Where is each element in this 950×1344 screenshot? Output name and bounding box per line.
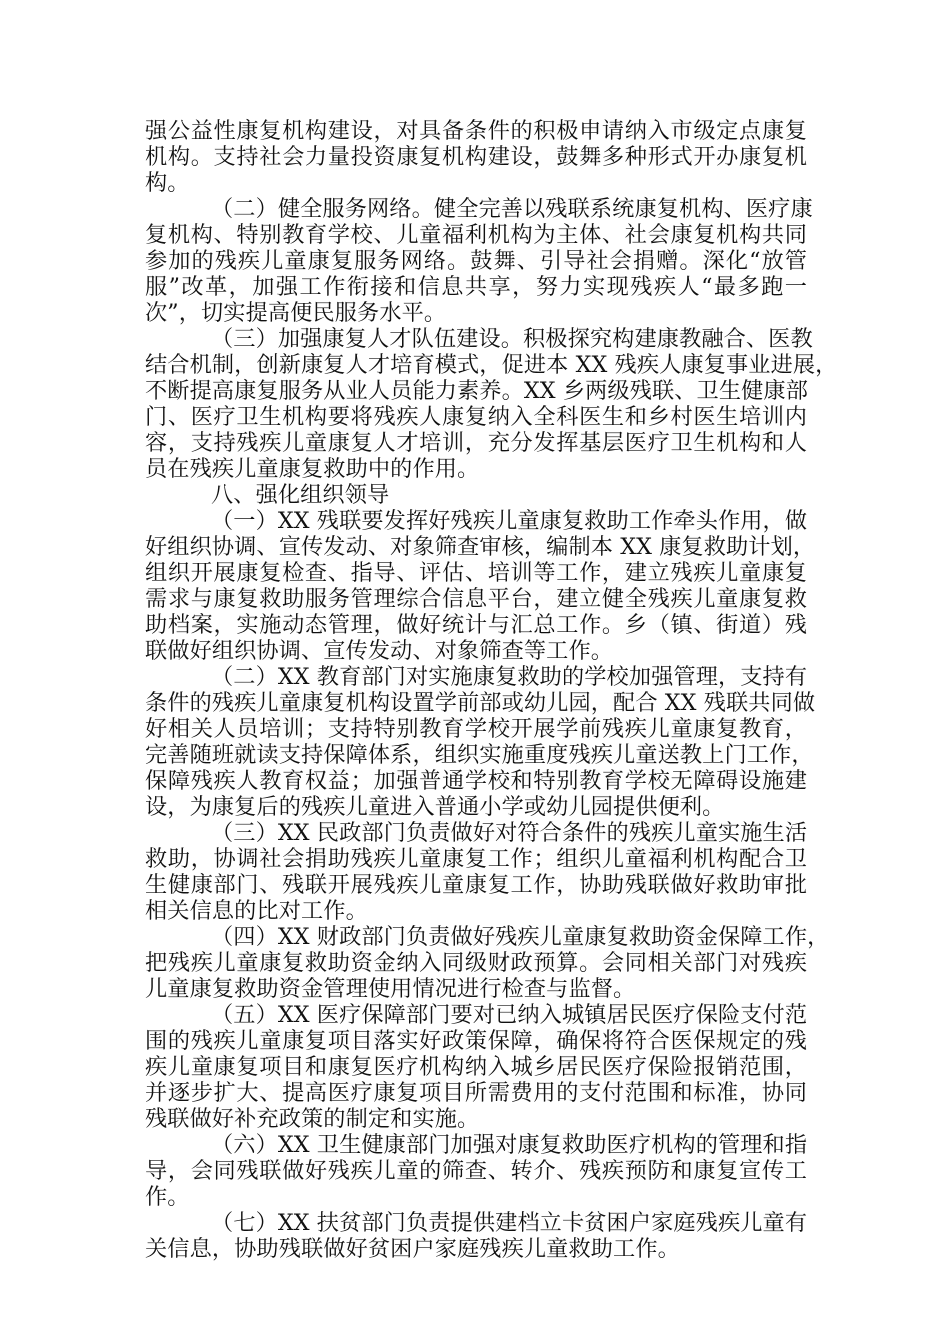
text-line: 残联做好补充政策的制定和实施。: [145, 1106, 480, 1132]
text-line: （三）加强康复人才队伍建设。积极探究构建康教融合、医教: [211, 326, 813, 352]
text-line: 参加的残疾儿童康复服务网络。鼓舞、引导社会捐赠。深化“放管: [145, 248, 807, 274]
text-line: 需求与康复救助服务管理综合信息平台，建立健全残疾儿童康复救: [145, 586, 807, 612]
text-line: 组织开展康复检查、指导、评估、培训等工作，建立残疾儿童康复: [145, 560, 807, 586]
text-line: （二）XX 教育部门对实施康复救助的学校加强管理，支持有: [211, 664, 808, 690]
text-line: 并逐步扩大、提高医疗康复项目所需费用的支付范围和标准，协同: [145, 1080, 807, 1106]
text-line: 导，会同残联做好残疾儿童的筛查、转介、残疾预防和康复宣传工: [145, 1158, 807, 1184]
text-line: 生健康部门、残联开展残疾儿童康复工作，协助残联做好救助审批: [145, 872, 807, 898]
text-line: 条件的残疾儿童康复机构设置学前部或幼儿园，配合 XX 残联共同做: [145, 690, 816, 716]
text-line: 儿童康复救助资金管理使用情况进行检查与监督。: [145, 976, 636, 1002]
text-line: 关信息，协助残联做好贫困户家庭残疾儿童救助工作。: [145, 1236, 680, 1262]
text-line: 助档案，实施动态管理，做好统计与汇总工作。乡（镇、街道）残: [145, 612, 807, 638]
text-line: （三）XX 民政部门负责做好对符合条件的残疾儿童实施生活: [211, 820, 808, 846]
text-line: （四）XX 财政部门负责做好残疾儿童康复救助资金保障工作，: [211, 924, 830, 950]
text-line: 容，支持残疾儿童康复人才培训，充分发挥基层医疗卫生机构和人: [145, 430, 807, 456]
text-line: 门、医疗卫生机构要将残疾人康复纳入全科医生和乡村医生培训内: [145, 404, 807, 430]
text-line: 服”改革，加强工作衔接和信息共享，努力实现残疾人“最多跑一: [145, 274, 807, 300]
text-line: 设，为康复后的残疾儿童进入普通小学或幼儿园提供便利。: [145, 794, 725, 820]
text-line: 围的残疾儿童康复项目落实好政策保障，确保将符合医保规定的残: [145, 1028, 807, 1054]
text-line: 八、强化组织领导: [211, 482, 390, 508]
text-line: 好相关人员培训；支持特别教育学校开展学前残疾儿童康复教育，: [145, 716, 807, 742]
text-line: （二）健全服务网络。健全完善以残联系统康复机构、医疗康: [211, 196, 813, 222]
text-line: 次”，切实提高便民服务水平。: [145, 300, 447, 326]
text-line: 把残疾儿童康复救助资金纳入同级财政预算。会同相关部门对残疾: [145, 950, 807, 976]
text-line: 构。: [145, 170, 190, 196]
document-body: [145, 118, 838, 1262]
text-line: 相关信息的比对工作。: [145, 898, 368, 924]
text-line: 机构。支持社会力量投资康复机构建设，鼓舞多种形式开办康复机: [145, 144, 807, 170]
text-line: 保障残疾人教育权益；加强普通学校和特别教育学校无障碍设施建: [145, 768, 807, 794]
text-line: 不断提高康复服务从业人员能力素养。XX 乡两级残联、卫生健康部: [145, 378, 808, 404]
text-line: 联做好组织协调、宣传发动、对象筛查等工作。: [145, 638, 614, 664]
text-line: 完善随班就读支持保障体系，组织实施重度残疾儿童送教上门工作，: [145, 742, 814, 768]
text-line: 复机构、特别教育学校、儿童福利机构为主体、社会康复机构共同: [145, 222, 807, 248]
text-line: 疾儿童康复项目和康复医疗机构纳入城乡居民医疗保险报销范围，: [145, 1054, 807, 1080]
text-line: （七）XX 扶贫部门负责提供建档立卡贫困户家庭残疾儿童有: [211, 1210, 808, 1236]
text-line: （一）XX 残联要发挥好残疾儿童康复救助工作牵头作用，做: [211, 508, 808, 534]
text-line: （五）XX 医疗保障部门要对已纳入城镇居民医疗保险支付范: [211, 1002, 808, 1028]
text-line: 结合机制，创新康复人才培育模式，促进本 XX 残疾人康复事业进展，: [145, 352, 838, 378]
text-line: 强公益性康复机构建设，对具备条件的积极申请纳入市级定点康复: [145, 118, 807, 144]
text-line: 好组织协调、宣传发动、对象筛查审核，编制本 XX 康复救助计划，: [145, 534, 816, 560]
text-line: 救助，协调社会捐助残疾儿童康复工作；组织儿童福利机构配合卫: [145, 846, 807, 872]
text-line: 作。: [145, 1184, 190, 1210]
text-line: （六）XX 卫生健康部门加强对康复救助医疗机构的管理和指: [211, 1132, 808, 1158]
text-line: 员在残疾儿童康复救助中的作用。: [145, 456, 480, 482]
